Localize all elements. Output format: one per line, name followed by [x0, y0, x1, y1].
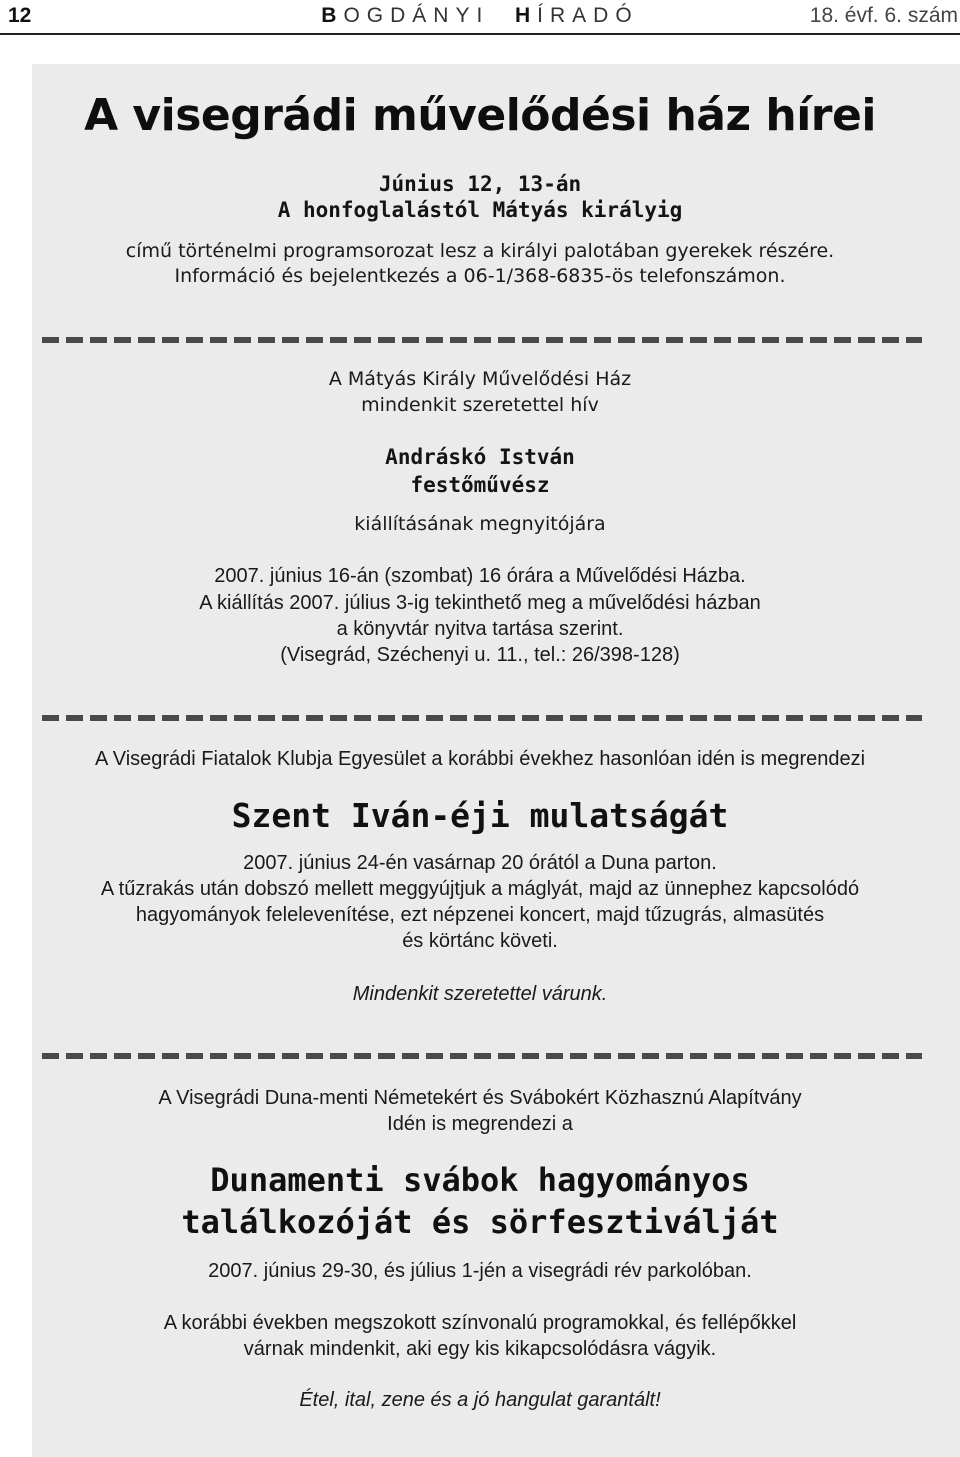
page-number: 12 — [8, 4, 32, 27]
masthead-word-2: ÍRADÓ — [537, 4, 639, 27]
festival-description-1: A korábbi években megszokott színvonalú programokkal, és fellépőkkel — [163, 1312, 797, 1334]
dashed-divider — [42, 1053, 922, 1059]
event-title-szent-ivan: Szent Iván-éji mulatságát — [231, 796, 729, 835]
exhibition-duration: A kiállítás 2007. július 3-ig tekinthető meg a művelődési házban — [199, 592, 761, 614]
festival-title-line-2: találkozóját és sörfesztiválját — [181, 1203, 779, 1241]
event-description-3: és körtánc követi. — [402, 930, 558, 952]
event-datetime: 2007. június 24-én vasárnap 20 órától a Duna parton. — [243, 852, 717, 874]
program-description: című történelmi programsorozat lesz a királyi palotában gyerekek részére. — [125, 240, 835, 262]
header-divider — [0, 33, 960, 35]
foundation-intro: Idén is megrendezi a — [387, 1113, 573, 1135]
dashed-divider — [42, 337, 922, 343]
festival-description-2: várnak mindenkit, aki egy kis kikapcsolódásra vágyik. — [243, 1338, 717, 1360]
program-title: A honfoglalástól Mátyás királyig — [277, 198, 683, 222]
masthead-initial-h: H — [515, 4, 538, 27]
exhibition-hours: a könyvtár nyitva tartása szerint. — [336, 618, 624, 640]
program-date: Június 12, 13-án — [378, 172, 582, 196]
masthead-initial-b: B — [321, 4, 344, 27]
event-closing: Mindenkit szeretettel várunk. — [352, 983, 608, 1005]
masthead-word-1: OGDÁNYI — [343, 4, 490, 27]
issue-label: 18. évf. 6. szám — [809, 4, 958, 27]
club-announcement: A Visegrádi Fiatalok Klubja Egyesület a korábbi évekhez hasonlóan idén is megrendezi — [94, 748, 866, 770]
artist-name: Andráskó István — [385, 445, 575, 469]
venue-address: (Visegrád, Széchenyi u. 11., tel.: 26/398-128) — [280, 644, 680, 666]
invite-text: mindenkit szeretettel hív — [361, 394, 599, 416]
festival-datetime: 2007. június 29-30, és július 1-jén a visegrádi rév parkolóban. — [208, 1260, 752, 1282]
article-title: A visegrádi művelődési ház hírei — [84, 90, 876, 141]
invite-host: A Mátyás Király Művelődési Ház — [328, 368, 632, 390]
festival-closing: Étel, ital, zene és a jó hangulat garantált! — [299, 1389, 661, 1411]
artist-title: festőművész — [410, 473, 550, 497]
foundation-name: A Visegrádi Duna-menti Németekért és Svábokért Közhasznú Alapítvány — [158, 1087, 802, 1109]
festival-title-line-1: Dunamenti svábok hagyományos — [210, 1161, 750, 1199]
dashed-divider — [42, 715, 922, 721]
opening-datetime: 2007. június 16-án (szombat) 16 órára a Művelődési Házba. — [214, 565, 746, 587]
event-description-2: hagyományok felelevenítése, ezt népzenei koncert, majd tűzugrás, almasütés — [135, 904, 825, 926]
event-description-1: A tűzrakás után dobszó mellett meggyújtjuk a máglyát, majd az ünnephez kapcsolódó — [100, 878, 860, 900]
page-header — [0, 0, 960, 36]
program-contact: Információ és bejelentkezés a 06-1/368-6835-ös telefonszámon. — [174, 265, 786, 287]
exhibition-opening: kiállításának megnyitójára — [354, 513, 606, 535]
